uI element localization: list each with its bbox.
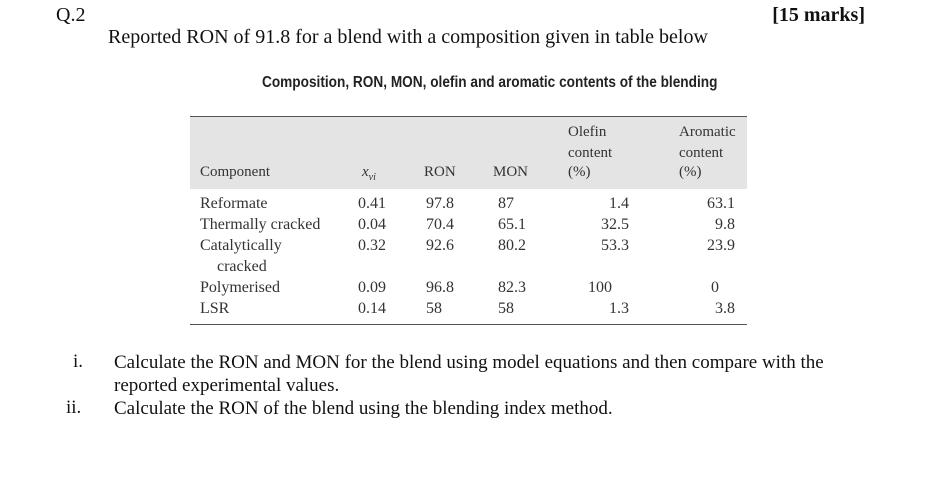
- row-4-xvi: 0.09: [358, 279, 386, 296]
- question-intro: Reported RON of 91.8 for a blend with a composition given in table below: [108, 26, 708, 48]
- subquestion-1-line1: Calculate the RON and MON for the blend using model equations and then compare with the: [114, 352, 824, 373]
- row-3-olefin: 53.3: [601, 237, 629, 254]
- header-ron: RON: [424, 164, 456, 180]
- row-1-component: Reformate: [200, 195, 268, 212]
- question-number: Q.2: [56, 4, 86, 26]
- header-xvi-base: x: [362, 164, 369, 180]
- row-4-olefin: 100: [588, 279, 612, 296]
- header-olefin-l2: content: [568, 145, 613, 161]
- table-caption: Composition, RON, MON, olefin and aromatic contents of the blending: [262, 74, 718, 91]
- row-3-component-l2: cracked: [217, 258, 267, 275]
- marks-label: [15 marks]: [772, 4, 865, 26]
- row-2-xvi: 0.04: [358, 216, 386, 233]
- header-olefin-l3: (%): [568, 164, 591, 180]
- row-5-xvi: 0.14: [358, 300, 386, 317]
- header-component: Component: [200, 164, 270, 180]
- row-4-ron: 96.8: [426, 279, 454, 296]
- row-1-olefin: 1.4: [609, 195, 629, 212]
- table-header-background: [190, 116, 747, 189]
- row-1-aromatic: 63.1: [707, 195, 735, 212]
- row-5-ron: 58: [426, 300, 442, 317]
- row-2-aromatic: 9.8: [715, 216, 735, 233]
- table-bottom-rule: [190, 324, 747, 325]
- subquestion-2-number: ii.: [66, 397, 82, 418]
- header-xvi-sub: vi: [368, 172, 376, 183]
- row-1-ron: 97.8: [426, 195, 454, 212]
- row-5-aromatic: 3.8: [715, 300, 735, 317]
- row-2-mon: 65.1: [498, 216, 526, 233]
- subquestion-2-line1: Calculate the RON of the blend using the blending index method.: [114, 398, 613, 419]
- row-5-mon: 58: [498, 300, 514, 317]
- subquestion-1-number: i.: [73, 351, 84, 372]
- header-mon: MON: [493, 164, 529, 180]
- row-3-xvi: 0.32: [358, 237, 386, 254]
- row-5-component: LSR: [200, 300, 230, 317]
- row-5-olefin: 1.3: [609, 300, 629, 317]
- row-3-component: Catalytically: [200, 237, 282, 254]
- row-3-mon: 80.2: [498, 237, 526, 254]
- row-2-ron: 70.4: [426, 216, 454, 233]
- row-3-aromatic: 23.9: [707, 237, 735, 254]
- composition-table: [190, 116, 747, 326]
- row-3-ron: 92.6: [426, 237, 454, 254]
- row-4-component: Polymerised: [200, 279, 280, 296]
- row-4-aromatic: 0: [711, 279, 719, 296]
- header-aromatic-l1: Aromatic: [679, 124, 736, 140]
- subquestion-1-line2: reported experimental values.: [114, 375, 340, 396]
- header-xvi: [362, 162, 376, 188]
- row-1-xvi: 0.41: [358, 195, 386, 212]
- header-aromatic-l3: (%): [679, 164, 702, 180]
- row-1-mon: 87: [498, 195, 514, 212]
- row-2-olefin: 32.5: [601, 216, 629, 233]
- header-aromatic-l2: content: [679, 145, 724, 161]
- row-2-component: Thermally cracked: [200, 216, 321, 233]
- header-olefin-l1: Olefin: [568, 124, 607, 140]
- row-4-mon: 82.3: [498, 279, 526, 296]
